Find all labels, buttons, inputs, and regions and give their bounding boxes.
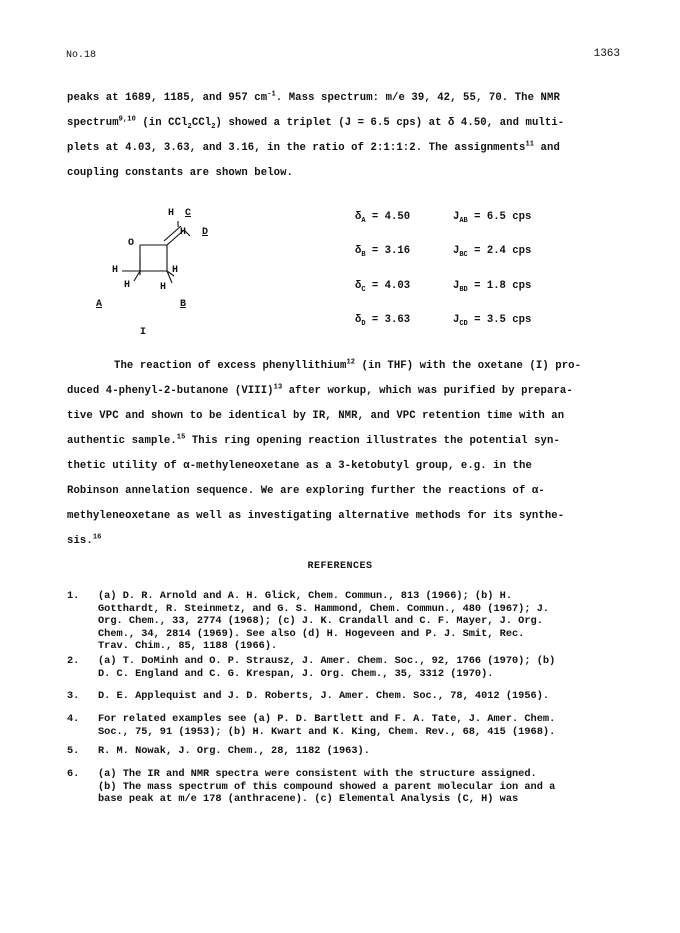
atom-h-bottom-left: H	[124, 280, 131, 291]
nmr-row	[355, 211, 532, 226]
page-number: 1363	[593, 48, 620, 60]
reference-item: 5. R. M. Nowak, J. Org. Chem., 28, 1182 (1963).	[67, 745, 370, 757]
oxetane-structure	[88, 205, 228, 350]
atom-h-right-ring: H	[172, 265, 179, 276]
bond-h-bottom-left	[134, 271, 140, 281]
text-line: The reaction of excess phenyllithium$^{12}$ (in THF) with the oxetane (I) pro-	[114, 358, 582, 372]
nmr-row	[355, 245, 532, 260]
label-d: D	[202, 227, 209, 238]
coupling-constant: $J_{AB} = 6.5$ cps	[453, 211, 532, 226]
text-line: methyleneoxetane as well as investigating alternative methods for its synthe-	[67, 510, 565, 522]
compound-number: I	[140, 327, 147, 338]
label-c: C	[185, 208, 192, 219]
atom-h-bottom-right: H	[160, 282, 167, 293]
chemical-shift: $\delta_C = 4.03$	[355, 280, 411, 295]
references-heading: REFERENCES	[307, 561, 373, 572]
coupling-constant: $J_{BD} = 1.8$ cps	[453, 280, 532, 295]
atom-h-right: H	[180, 227, 187, 238]
paragraph-spectral-data	[67, 86, 627, 186]
text-line: peaks at 1689, 1185, and 957 $cm^{-1}$. Mass spectrum: m/e 39, 42, 55, 70. The NMR	[67, 90, 560, 104]
chemical-shift: $\delta_A = 4.50$	[355, 211, 411, 226]
text-line: Robinson annelation sequence. We are exploring further the reactions of α-	[67, 485, 545, 497]
text-line: duced 4-phenyl-2-butanone (VIII)$^{13}$ after workup, which was purified by prepara-	[67, 383, 573, 397]
label-b: B	[180, 299, 187, 310]
text-line: authentic sample.$^{15}$ This ring opening reaction illustrates the potential syn-	[67, 433, 560, 447]
text-line: coupling constants are shown below.	[67, 167, 294, 179]
label-a: A	[96, 299, 103, 310]
text-line: sis.$^{16}$	[67, 533, 102, 547]
reference-item: 2. (a) T. DoMinh and O. P. Strausz, J. Amer. Chem. Soc., 92, 1766 (1970); (b) D. C. England and C. G. Krespan, J. Org. Chem., 35, 3312 (1970).	[67, 655, 556, 680]
coupling-constant: $J_{BC} = 2.4$ cps	[453, 245, 532, 260]
text-line: plets at 4.03, 3.63, and 3.16, in the ratio of 2:1:1:2. The assignments$^{11}$ and	[67, 140, 560, 154]
atom-oxygen: O	[128, 238, 135, 249]
text-line: spectrum$^{9,10}$ (in CCl$_2$CCl$_2$) showed a triplet (J = 6.5 cps) at δ 4.50, and multi-	[67, 115, 565, 132]
reference-item: 4. For related examples see (a) P. D. Bartlett and F. A. Tate, J. Amer. Chem. Soc., 75, 91 (1953); (b) H. Kwart and K. King, Chem. Rev., 68, 415 (1968).	[67, 713, 556, 738]
double-bond-b	[164, 226, 181, 241]
nmr-row	[355, 280, 532, 295]
chemical-shift: $\delta_D = 3.63$	[355, 314, 411, 329]
nmr-row	[355, 314, 532, 329]
journal-issue: No.18	[66, 50, 97, 61]
paragraph-reaction	[67, 354, 627, 554]
reference-item: 3. D. E. Applequist and J. D. Roberts, J. Amer. Chem. Soc., 78, 4012 (1956).	[67, 690, 550, 702]
text-line: tive VPC and shown to be identical by IR, NMR, and VPC retention time with an	[67, 410, 565, 422]
reference-item: 1. (a) D. R. Arnold and A. H. Glick, Chem. Commun., 813 (1966); (b) H. Gotthardt, R. Steinmetz, and G. S. Hammond, Chem. Commun., 480 (1967); J. Org. Chem., 33, 2774 (1968); (c) J. K. Crandall and C. F. Mayer, J. Org. Chem., 34, 2814 (1969). See also (d) H. Hogeveen and P. J. Smit, Rec. Trav. Chim., 85, 1188 (1966).	[67, 590, 550, 652]
reference-item: 6. (a) The IR and NMR spectra were consistent with the structure assigned. (b) The mass spectrum of this compound showed a parent molecular ion and a base peak at m/e 178 (anthracene). (c) Elemental Analysis (C, H) was	[67, 768, 556, 805]
atom-h-left: H	[112, 265, 119, 276]
text-line: thetic utility of α-methyleneoxetane as a 3-ketobutyl group, e.g. in the	[67, 460, 532, 472]
atom-h-top: H	[168, 208, 175, 219]
chemical-shift: $\delta_B = 3.16$	[355, 245, 411, 260]
coupling-constant: $J_{CD} = 3.5$ cps	[453, 314, 532, 329]
